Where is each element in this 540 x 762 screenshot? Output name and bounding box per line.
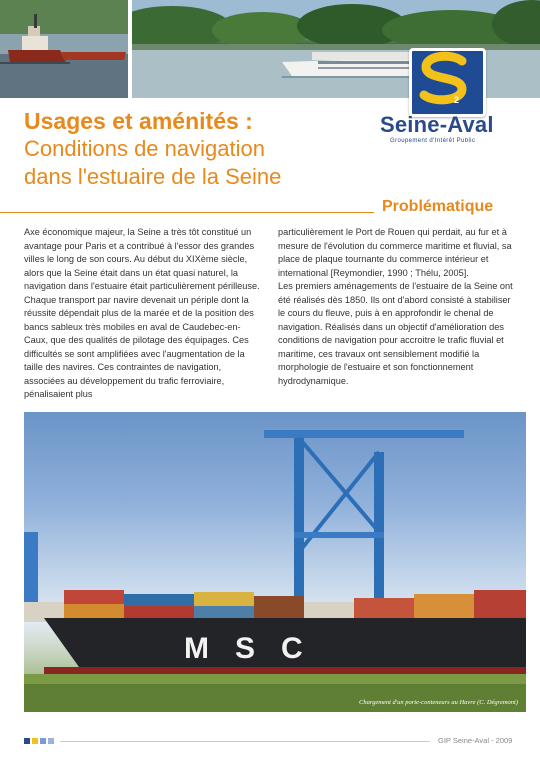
footer-square: [40, 738, 46, 744]
section-heading: Problématique: [382, 198, 494, 215]
ship-lettering: MSC: [184, 632, 329, 665]
footer-square: [32, 738, 38, 744]
logo-wordmark: Seine-Aval: [380, 112, 494, 137]
photo-caption: Chargement d'un porte-conteneurs au Havre (C. Dégremont): [359, 699, 518, 706]
title-line-1: Usages et aménités :: [24, 108, 253, 134]
container-ship-photo: [24, 412, 526, 712]
footer-square: [48, 738, 54, 744]
body-paragraph: Les premiers aménagements de l'estuaire de la Seine ont été réalisés dès 1850. Ils ont d'abord consisté à stabiliser le cours du fleuve, puis à en approfondir le chenal de navigation. Réalisés dans un objectif d'amélioration des conditions de navigation pour accroitre le trafic fluvial et maritime, ces travaux ont sensiblement modifié la morphologie de l'estuaire et son fonctionnement hydrodynamique.: [278, 281, 513, 386]
title-line-2: Conditions de navigation: [24, 136, 265, 161]
footer-divider: [60, 741, 430, 742]
section-divider: [0, 212, 374, 213]
svg-text:2: 2: [454, 95, 460, 105]
seine-aval-logo: [409, 48, 486, 117]
footer-square: [24, 738, 30, 744]
title-line-3: dans l'estuaire de la Seine: [24, 164, 282, 189]
body-column-1: [24, 226, 264, 402]
logo-subtitle: Groupement d'Intérêt Public: [390, 138, 476, 144]
body-paragraph: Axe économique majeur, la Seine a très tôt constitué un avantage pour Paris et a contribué à l'essor des grandes villes le long de son cours. Au début du XIXème siècle, alors que la Seine était dans un état quasi naturel, la navigation dans l'estuaire était particulièrement périlleuse. Chaque transport par navire devenait un périple dont la réussite dépendait plus de la marée et de la position des bancs sableux très mobiles en aval de Caudebec-en-Caux, que des qualités de pilotage des équipages. Ces difficultés se sont amplifiées avec l'augmentation de la taille des navires. Ces contraintes de navigation, associées au développement du trafic ferroviaire, pénalisaient plus: [24, 227, 260, 399]
footer-text: GIP Seine-Aval - 2009: [438, 736, 513, 745]
body-column-2: [278, 226, 518, 388]
tugboat-photo: [0, 0, 128, 98]
body-paragraph: particulièrement le Port de Rouen qui perdait, au fur et à mesure de l'évolution du commerce maritime et fluvial, sa place de plaque tournante du commerce intérieur et international [Reymondier, 1990 ; Thélu, 2005].: [278, 227, 512, 278]
